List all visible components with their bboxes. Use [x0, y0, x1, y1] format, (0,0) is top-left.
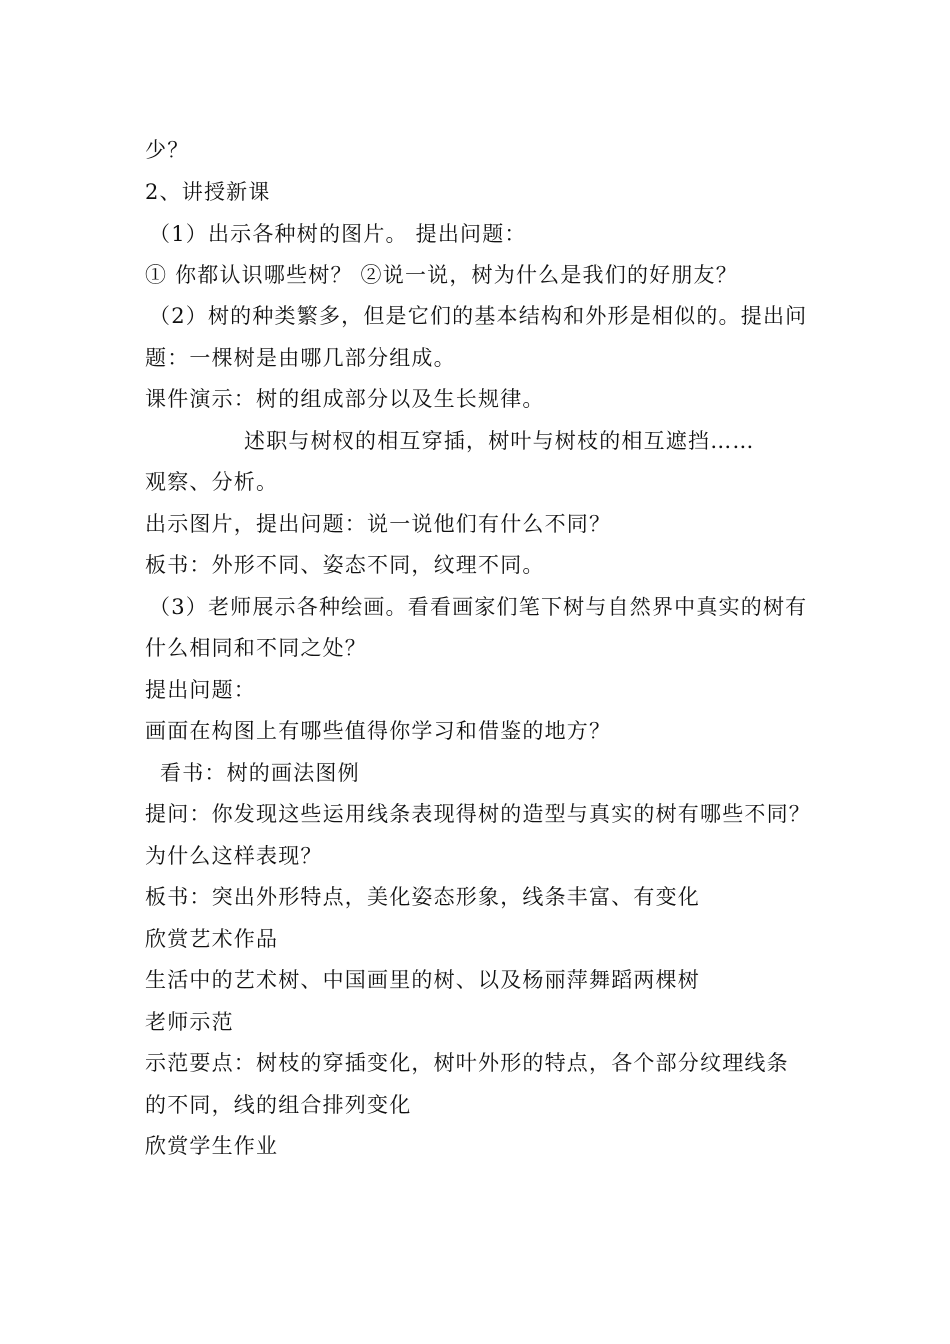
text-line-25: 欣赏学生作业 — [145, 1134, 279, 1158]
text-line-19: 板书：突出外形特点，美化姿态形象，线条丰富、有变化 — [145, 885, 700, 909]
text-line-9: 观察、分析。 — [145, 470, 279, 494]
text-line-10: 出示图片，提出问题：说一说他们有什么不同？ — [145, 512, 612, 536]
text-line-17: 提问：你发现这些运用线条表现得树的造型与真实的树有哪些不同？ — [145, 802, 811, 826]
text-line-16: 看书：树的画法图例 — [160, 761, 360, 785]
text-line-13: 什么相同和不同之处？ — [145, 636, 367, 660]
text-line-7: 课件演示：树的组成部分以及生长规律。 — [145, 387, 545, 411]
text-line-18: 为什么这样表现？ — [145, 844, 323, 868]
text-line-21: 生活中的艺术树、中国画里的树、以及杨丽萍舞蹈两棵树 — [145, 968, 700, 992]
text-line-8: 述职与树杈的相互穿插，树叶与树枝的相互遮挡…… — [244, 429, 755, 453]
text-line-3: （1）出示各种树的图片。 提出问题： — [149, 222, 527, 246]
text-line-22: 老师示范 — [145, 1010, 234, 1034]
text-line-14: 提出问题： — [145, 678, 256, 702]
text-line-24: 的不同，线的组合排列变化 — [145, 1093, 412, 1117]
text-line-20: 欣赏艺术作品 — [145, 927, 279, 951]
section-heading-2: 2、讲授新课 — [145, 180, 271, 204]
text-line-1: 少？ — [145, 138, 190, 162]
text-line-4: ① 你都认识哪些树？ ②说一说，树为什么是我们的好朋友？ — [145, 263, 738, 287]
text-line-23: 示范要点：树枝的穿插变化，树叶外形的特点，各个部分纹理线条 — [145, 1051, 789, 1075]
text-line-11: 板书：外形不同、姿态不同，纹理不同。 — [145, 553, 545, 577]
text-line-6: 题：一棵树是由哪几部分组成。 — [145, 346, 456, 370]
text-line-15: 画面在构图上有哪些值得你学习和借鉴的地方？ — [145, 719, 612, 743]
text-line-12: （3）老师展示各种绘画。看看画家们笔下树与自然界中真实的树有 — [149, 595, 808, 619]
text-line-5: （2）树的种类繁多，但是它们的基本结构和外形是相似的。提出问 — [149, 304, 808, 328]
